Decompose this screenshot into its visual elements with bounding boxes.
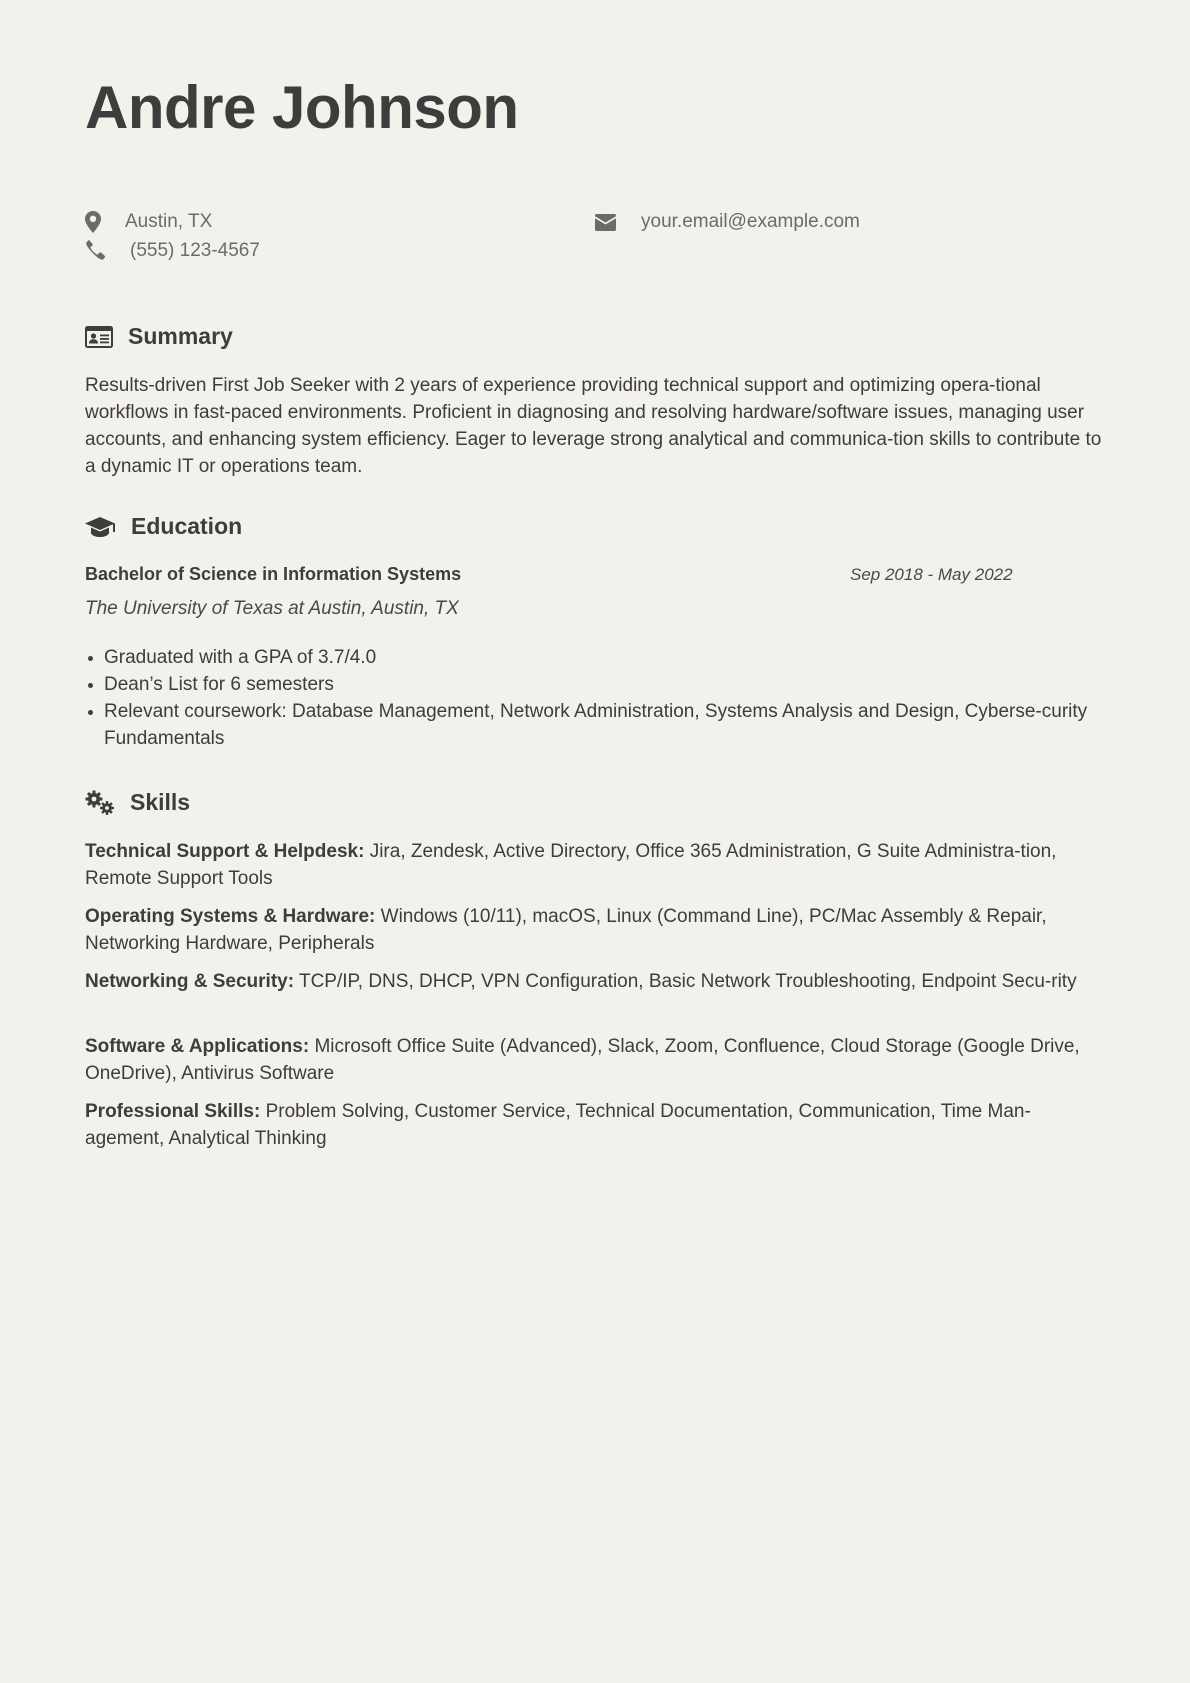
- phone-icon: [85, 240, 105, 262]
- id-card-icon: [85, 326, 113, 348]
- skill-group-value: Microsoft Office Suite (Advanced), Slack, Zoom, Confluence, Cloud Storage (Google Drive, OneDrive), Antivirus Software: [85, 1036, 1080, 1084]
- education-heading-text: Education: [131, 513, 243, 539]
- skill-group: [85, 968, 1105, 995]
- summary-heading-text: Summary: [128, 323, 233, 349]
- skill-group-value: Windows (10/11), macOS, Linux (Command Line), PC/Mac Assembly & Repair, Networking Hardware, Peripherals: [85, 906, 1047, 954]
- list-item: Dean’s List for 6 semesters: [104, 671, 1124, 698]
- candidate-name: Andre Johnson: [85, 74, 519, 141]
- skill-group: [85, 1033, 1105, 1087]
- skill-group: [85, 903, 1105, 957]
- location-text: Austin, TX: [125, 211, 213, 232]
- education-bullets: [85, 644, 1124, 752]
- email-text[interactable]: your.email@example.com: [641, 211, 860, 232]
- contact-location: [85, 211, 212, 233]
- skill-group-label: Technical Support & Helpdesk:: [85, 841, 365, 862]
- skill-group-value: TCP/IP, DNS, DHCP, VPN Configuration, Basic Network Troubleshooting, Endpoint Secu-rity: [298, 971, 1077, 992]
- envelope-icon: [595, 211, 617, 233]
- school-name: The University of Texas at Austin, Austin, TX: [85, 598, 459, 619]
- contact-email: [595, 211, 860, 233]
- skill-group-label: Professional Skills:: [85, 1101, 261, 1122]
- skill-group-label: Operating Systems & Hardware:: [85, 906, 376, 927]
- skills-heading-text: Skills: [130, 789, 191, 815]
- summary-text: Results-driven First Job Seeker with 2 years of experience providing technical support and optimizing opera-tional workflows in fast-paced environments. Proficient in diagnosing and resolving hardware/software issues, managing user accounts, and enhancing system efficiency. Eager to leverage strong analytical and communica-tion skills to contribute to a dynamic IT or operations team.: [85, 375, 1102, 477]
- skills-heading: [85, 789, 190, 816]
- phone-text[interactable]: (555) 123-4567: [130, 240, 260, 261]
- cogs-icon: [85, 790, 115, 816]
- skill-group: [85, 1098, 1105, 1152]
- degree-title: Bachelor of Science in Information Systems: [85, 564, 462, 584]
- skill-group-label: Software & Applications:: [85, 1036, 310, 1057]
- list-item: Relevant coursework: Database Management, Network Administration, Systems Analysis and Design, Cyberse-curity Fundamentals: [104, 698, 1124, 752]
- list-item: Graduated with a GPA of 3.7/4.0: [104, 644, 1124, 671]
- skill-group: [85, 838, 1105, 892]
- skill-group-value: Jira, Zendesk, Active Directory, Office 365 Administration, G Suite Administra-tion, Remote Support Tools: [85, 841, 1057, 889]
- summary-heading: [85, 323, 233, 350]
- education-heading: [85, 513, 242, 540]
- graduation-cap-icon: [85, 516, 115, 538]
- skill-group-label: Networking & Security:: [85, 971, 295, 992]
- skill-group-value: Problem Solving, Customer Service, Technical Documentation, Communication, Time Man-agement, Analytical Thinking: [85, 1101, 1031, 1149]
- contact-phone: [85, 240, 260, 262]
- map-marker-icon: [85, 211, 105, 233]
- education-dates: Sep 2018 - May 2022: [850, 565, 1013, 584]
